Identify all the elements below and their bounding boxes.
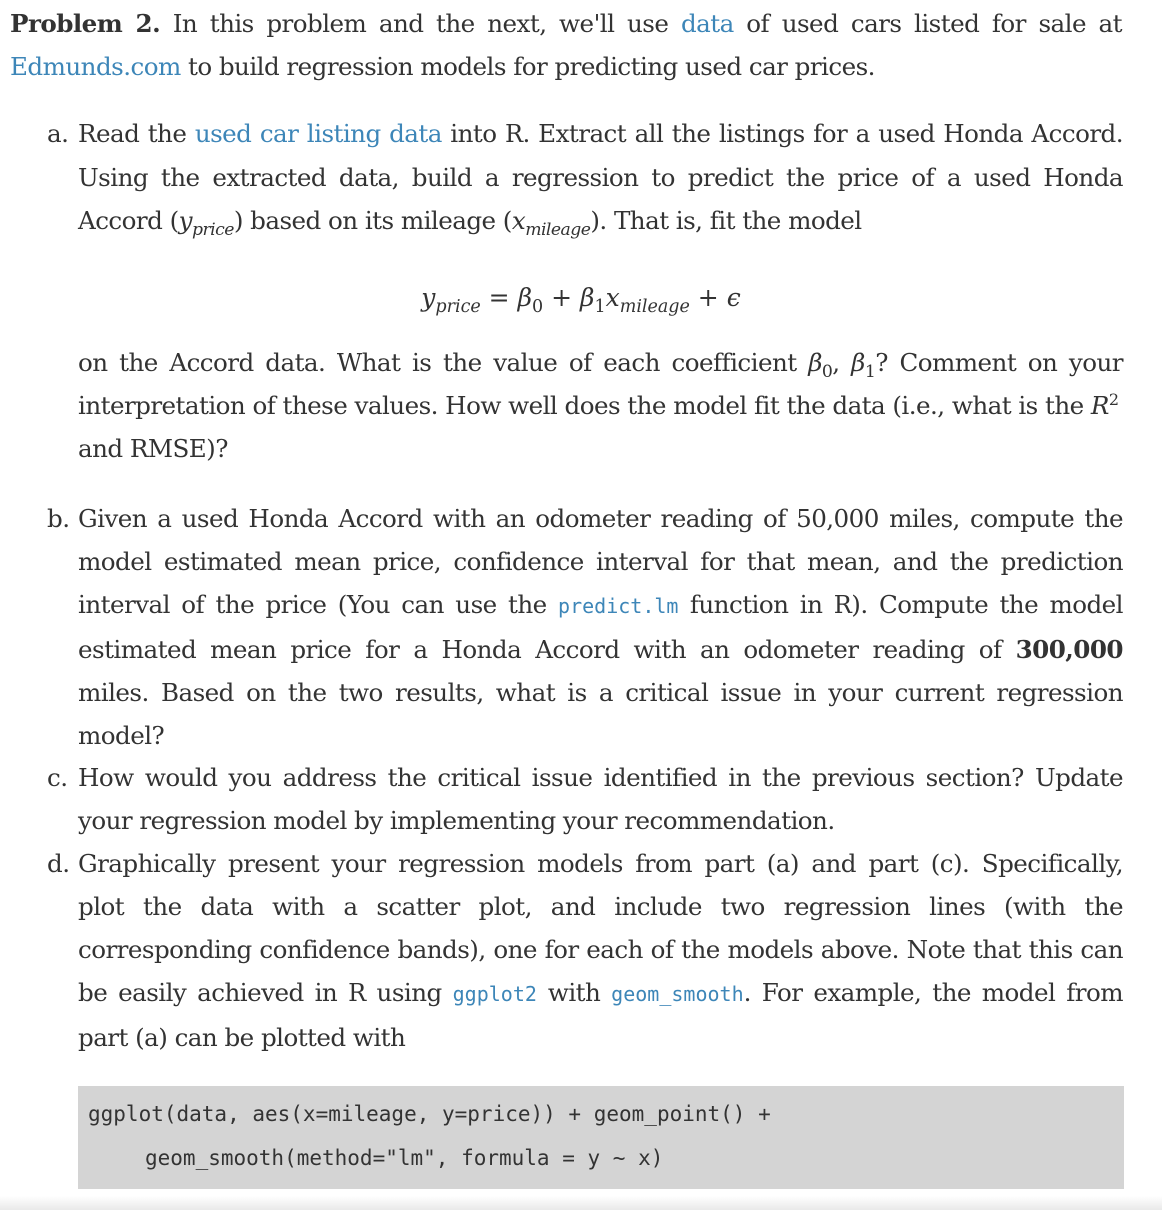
code-block [78,1086,1124,1189]
geom-smooth-code: geom_smooth [611,982,744,1006]
part-c: c. How would you address the critical issue identified in the previous section? Update your regression model by implementing your recommendation. [47,756,1123,842]
predict-lm-code: predict.lm [558,594,679,618]
part-a-continued: on the Accord data. What is the value of each coefficient $\beta_0$, $\beta_1$? Comment on your interpretation of these values. How well does the model fit the data (i.e., what is the $R^2$ and RMSE)? [78,348,1123,463]
part-b-marker: b. [47,504,70,533]
regression-equation: $y_{price} = \beta_0 + \beta_1x_{mileage} + \epsilon$ [421,283,741,317]
part-d-marker: d. [47,849,70,878]
part-c-marker: c. [47,763,68,792]
part-a: a. Read the used car listing data into R. Extract all the listings for a used Honda Accord. Using the extracted data, build a regression to predict the price of a used Honda Accord $(y_{price})$ based on its mileage $(x_{mileage})$. That is, fit the model [47,112,1123,242]
code-line: ggplot(data, aes(x=mileage, y=price)) + geom_point() + [88,1102,771,1126]
used-car-listing-data-link[interactable]: used car listing data [194,119,442,148]
ggplot2-code: ggplot2 [452,982,537,1006]
code-line: geom_smooth(method="lm", formula = y ~ x) [145,1146,664,1170]
part-b: b. Given a used Honda Accord with an odometer reading of 50,000 miles, compute the model estimated mean price, confidence interval for that mean, and the prediction interval of the price (You can use the predict.lm function in R). Compute the model estimated mean price for a Honda Accord with an odometer reading of 300,000 miles. Based on the two results, what is a critical issue in your current regression model? [47,497,1123,757]
edmunds-link[interactable]: Edmunds.com [10,52,181,81]
part-a-marker: a. [47,119,69,148]
part-d: d. Graphically present your regression models from part (a) and part (c). Specifically, plot the data with a scatter plot, and include two regression lines (with the corresponding confidence bands), one for each of the models above. Note that this can be easily achieved in R using ggplot2 with geom_smooth. For example, the model from part (a) can be plotted with [47,842,1123,1059]
problem-intro: Problem 2. In this problem and the next, we'll use data of used cars listed for sale at Edmunds.com to build regression models for predicting used car prices. [10,9,1122,81]
problem-title: Problem 2. [10,9,161,38]
data-link[interactable]: data [680,9,734,38]
page-bottom-edge [0,1196,1162,1210]
